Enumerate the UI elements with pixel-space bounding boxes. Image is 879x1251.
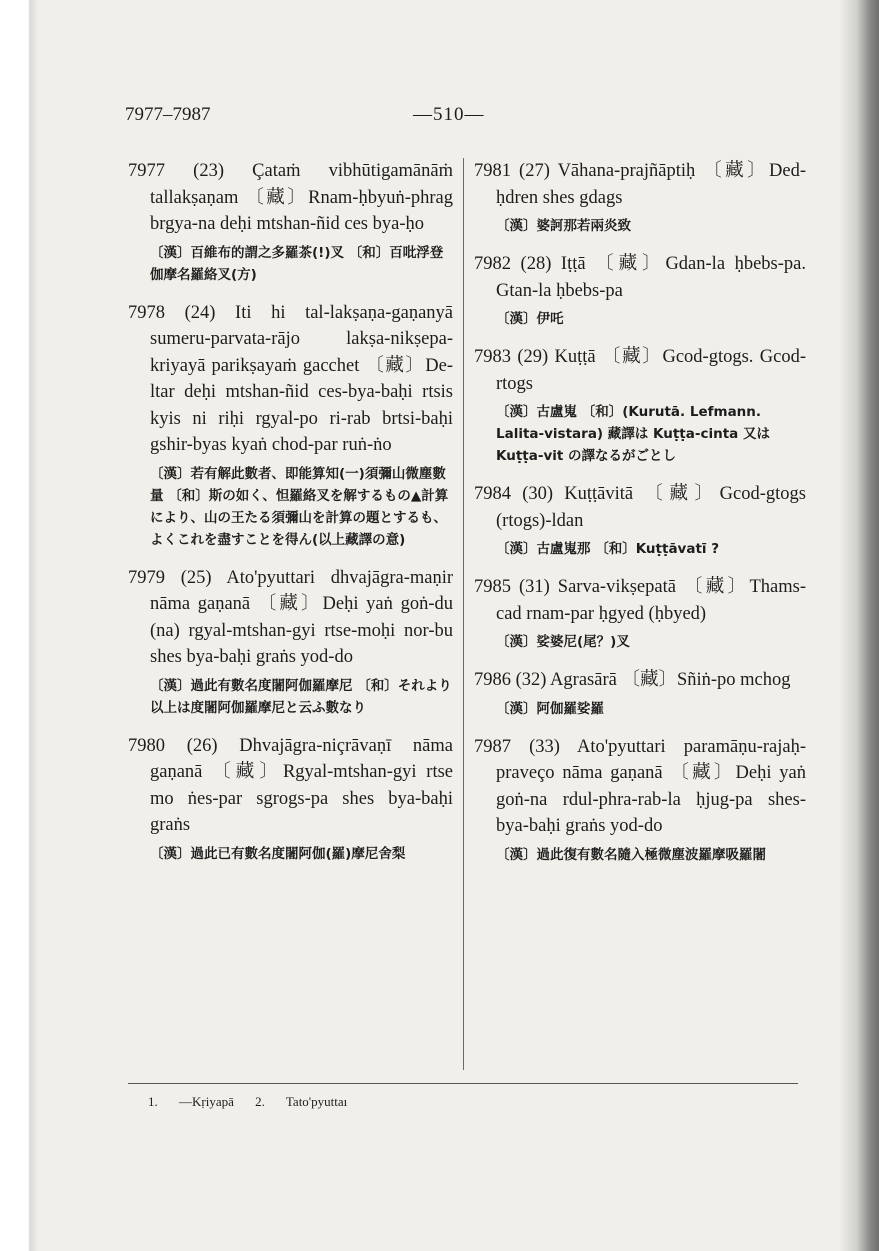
entry-note: 〔漢〕過此已有數名度闍阿伽(羅)摩尼舍梨 [150,845,406,862]
entry-note: 〔漢〕過此有數名度闍阿伽羅摩尼 〔和〕それより以上は度闍阿伽羅摩尼と云ふ數なり [150,677,452,716]
entry-7984 [474,481,806,560]
footnote-1: 1. —Kṛiyapā [148,1094,234,1109]
entry-text: 7982 (28) Iṭṭā 〔藏〕Gdan-la ḥbebs-pa. Gtan-la ḥbebs-pa [474,254,806,301]
entry-text: 7979 (25) Ato'pyuttari dhvajāgra-maṇir nāma gaṇanā 〔藏〕Deḥi yaṅ goṅ-du (na) rgyal-mtshan-gyi rtse-moḥi nor-bu shes bya-baḥi graṅs yod-do [128,567,453,667]
entry-7982 [474,251,806,330]
entry-text: 7986 (32) Agrasārā 〔藏〕Sñiṅ-po mchog [474,670,791,690]
footnote-2: 2. Tato'pyuttaı [255,1094,348,1109]
entry-7977 [128,158,453,286]
entry-note: 〔漢〕古盧嵬 〔和〕(Kurutā. Lefmann. Lalita-vistara) 藏譯は Kuṭṭa-cinta 又は Kuṭṭa-vit の譯なるがごとし [496,404,770,464]
entry-text: 7985 (31) Sarva-vikṣepatā 〔藏〕Thams-cad rnam-par ḥgyed (ḥbyed) [474,577,806,624]
page-number: —510— [413,104,485,125]
entry-text: 7987 (33) Ato'pyuttari paramāṇu-rajaḥ-praveço nāma gaṇanā 〔藏〕Deḥi yaṅ goṅ-na rdul-phra-rab-la ḥjug-pa shes-bya-baḥi graṅs yod-do [474,736,806,836]
entry-7980 [128,733,453,865]
entry-text: 7983 (29) Kuṭṭā 〔藏〕Gcod-gtogs. Gcod-rtogs [474,347,806,394]
entry-note: 〔漢〕娑婆尼(尾？)叉 [496,634,630,650]
page-edge-right [839,0,879,1251]
entry-text: 7981 (27) Vāhana-prajñāptiḥ 〔藏〕Ded-ḥdren shes gdags [474,161,806,208]
entry-note: 〔漢〕古盧嵬那 〔和〕Kuṭṭāvatī ? [496,541,720,557]
entry-7987 [474,734,806,866]
entry-7985 [474,574,806,653]
entry-7979 [128,565,453,719]
left-column [128,158,453,879]
entry-7978 [128,300,453,551]
footnote-rule [128,1083,798,1084]
entry-7986 [474,667,806,720]
entry-note: 〔漢〕百維布的謂之多羅茶(!)叉 〔和〕百吡浮登伽摩名羅絡叉(方) [150,244,444,283]
entry-text: 7977 (23) Çataṁ vibhūtigamānāṁ tallakṣaṇam 〔藏〕Rnam-ḥbyuṅ-phrag brgya-na deḥi mtshan-ñid ces bya-ḥo [128,161,453,234]
entry-note: 〔漢〕阿伽羅娑羅 [496,700,604,717]
entry-text: 7978 (24) Iti hi tal-lakṣaṇa-gaṇanyā sumeru-parvata-rājo lakṣa-nikṣepa-kriyayā parikṣayaṁ gacchet 〔藏〕De-ltar deḥi mtshan-ñid ces-bya-baḥi rtsis kyis ni riḥi rgyal-po ri-rab brtsi-baḥi gshir-byas kyaṅ chod-par ruṅ-ṅo [128,302,453,455]
entry-range-header: 7977–7987 [125,104,211,125]
entry-text: 7980 (26) Dhvajāgra-niçrāvaṇī nāma gaṇanā 〔藏〕Rgyal-mtshan-gyi rtse mo ṅes-par sgrogs-pa shes bya-baḥi graṅs [128,735,453,835]
column-divider [463,158,464,1070]
entry-note: 〔漢〕婆訶那若兩炎致 [496,218,631,234]
entry-7983 [474,344,806,467]
entry-text: 7984 (30) Kuṭṭāvitā 〔藏〕Gcod-gtogs (rtogs)-ldan [474,484,806,531]
entry-note: 〔漢〕若有解此數者、即能算知(一)須彌山微塵數量 〔和〕斯の如く、怛羅絡叉を解するもの▲計算により、山の王たる須彌山を計算の題とするも、よくこれを盡すことを得ん(以上藏譯の意) [150,465,449,548]
entry-note: 〔漢〕伊吒 [496,311,564,327]
right-column [474,158,806,880]
footnotes [148,1094,347,1110]
entry-note: 〔漢〕過此復有數名隨入極微塵波羅摩吸羅闍 [496,846,766,863]
entry-7981 [474,158,806,237]
page-edge-left [0,0,38,1251]
